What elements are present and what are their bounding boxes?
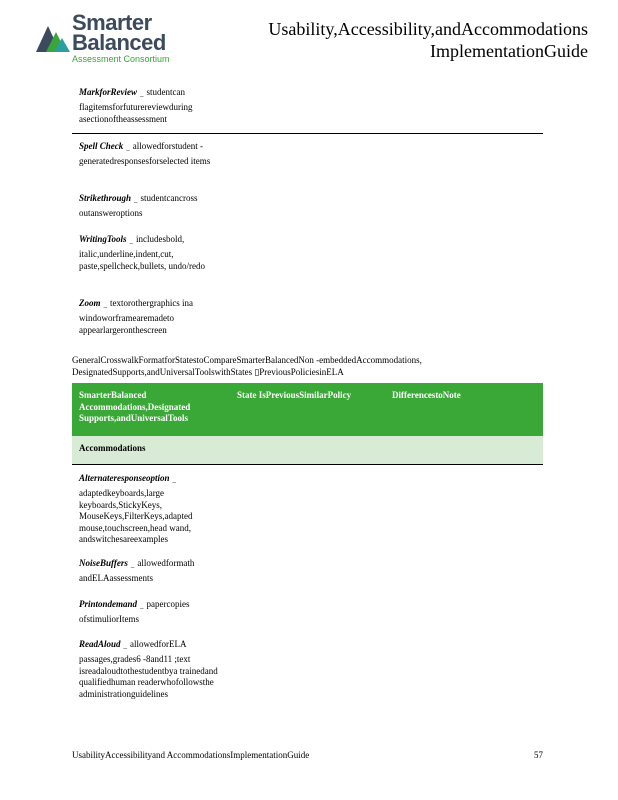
crosswalk-caption: GeneralCrosswalkFormatforStatestoCompareSmarterBalancedNon -embeddedAccommodations, DesignatedSupports,andUniversalToolswithStates ▯PreviousPoliciesinELA: [72, 355, 422, 377]
logo-mark-icon: [34, 16, 74, 56]
entry-description: includesbold, italic,underline,indent,cut, paste,spellcheck,bullets, undo/redo: [79, 234, 205, 271]
entry-separator: –: [103, 302, 107, 311]
entry-noise-buffers: [79, 558, 229, 585]
logo-text-consortium: Assessment Consortium: [72, 54, 170, 64]
section-label-accommodations: Accommodations: [79, 443, 146, 453]
entry-read-aloud: [79, 639, 229, 700]
entry-description: allowedformath andELAassessments: [79, 558, 195, 584]
entry-term: Printondemand: [79, 599, 138, 609]
entry-description: papercopies ofstimuliorItems: [79, 599, 190, 625]
column-header-supports: SmarterBalanced Accommodations,Designated Supports,andUniversalTools: [79, 390, 191, 423]
entry-separator: –: [130, 562, 135, 571]
entry-separator: –: [129, 238, 134, 247]
entry-separator: –: [140, 603, 144, 612]
entry-term: Alternateresponseoption: [79, 473, 170, 483]
smarter-balanced-logo: [34, 12, 194, 64]
page-number: 57: [534, 750, 543, 760]
entry-description: adaptedkeyboards,large keyboards,StickyKeys, MouseKeys,FilterKeys,adapted mouse,touchscreen,head wand, andswitchesareexamples: [79, 488, 193, 545]
entry-separator: –: [172, 477, 177, 486]
entry-term: ReadAloud: [79, 639, 121, 649]
entry-separator: –: [123, 643, 128, 652]
document-title: [208, 18, 588, 62]
entry-zoom: [79, 298, 229, 336]
entry-print-on-demand: [79, 599, 229, 626]
entry-term: NoiseBuffers: [79, 558, 128, 568]
entry-strikethrough: [79, 193, 229, 220]
entry-term: Spell Check: [79, 141, 124, 151]
entry-mark-for-review: [79, 87, 229, 125]
document-title-line2: ImplementationGuide: [430, 41, 588, 61]
footer-title: UsabilityAccessibilityand AccommodationsImplementationGuide: [72, 750, 310, 760]
logo-text-balanced: Balanced: [72, 30, 166, 55]
column-header-differences: DifferencestoNote: [392, 390, 461, 400]
entry-description: textorothergraphics ina windoworframearemadeto appearlargeronthescreen: [79, 298, 194, 335]
document-title-line1: Usability,Accessibility,andAccommodations: [268, 19, 588, 39]
table-section-row: [72, 436, 543, 465]
entry-separator: –: [134, 197, 138, 206]
column-header-state-policy: State IsPreviousSimilarPolicy: [237, 390, 352, 400]
logo-text-smarter: Smarter: [72, 10, 152, 35]
entry-description: studentcancross outansweroptions: [79, 193, 198, 219]
entry-description: studentcan flagitemsforfuturereviewduring asectionoftheassessment: [79, 87, 193, 124]
entry-description: allowedforstudent - generatedresponsesforselected items: [79, 141, 211, 167]
entry-writing-tools: [79, 234, 229, 272]
entry-term: WritingTools: [79, 234, 127, 244]
entry-separator: –: [140, 91, 144, 100]
entry-separator: –: [126, 145, 130, 154]
entry-alternate-response-option: [79, 473, 229, 546]
entry-description: allowedforELA passages,grades6 -8and11 ;text isreadaloudtothestudentbya trainedand qualifiedhuman readerwhofollowsthe administrationguidelines: [79, 639, 218, 699]
entry-term: Strikethrough: [79, 193, 132, 203]
entry-spell-check: [79, 141, 229, 168]
entry-term: Zoom: [79, 298, 101, 308]
entry-term: MarkforReview: [79, 87, 137, 97]
table-header-row: [72, 383, 543, 436]
divider-line: [72, 133, 543, 134]
